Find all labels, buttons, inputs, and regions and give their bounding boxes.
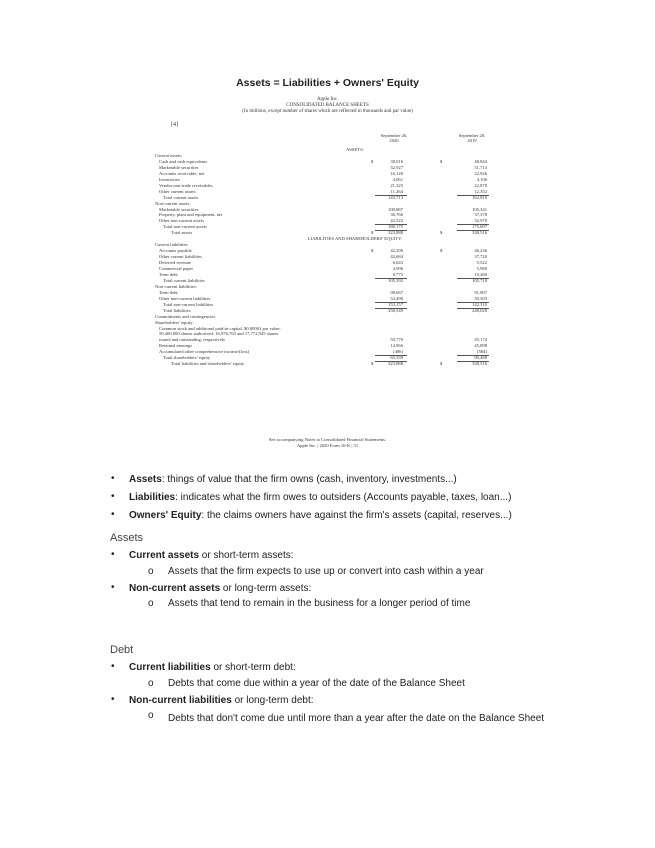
value-2020: 323,888 (388, 230, 403, 236)
value-2020: 323,888 (388, 361, 403, 367)
total-rule (457, 224, 489, 225)
row-label: Other current liabilities (159, 254, 202, 260)
statement-footnote (155, 437, 500, 449)
value-2019: (584) (477, 349, 487, 355)
row-label: Other non-current assets (159, 218, 204, 224)
row-label: Other current assets (159, 188, 196, 194)
row-label: Retained earnings (159, 343, 193, 349)
item-term: Non-current assets (129, 583, 221, 594)
value-2020: (406) (393, 349, 403, 355)
bullet-dot: • (111, 509, 115, 520)
value-2019: 4,106 (476, 176, 487, 182)
row-label: Total liabilities (163, 307, 191, 313)
value-2020: 4,061 (392, 176, 403, 182)
col2-date: September 28, (458, 133, 486, 138)
row-label: ASSETS: (346, 147, 364, 152)
def-text: : indicates what the firm owes to outsiders (Accounts payable, taxes, loan...) (175, 492, 512, 503)
col1-year: 2020 (389, 138, 399, 143)
value-2019: 5,522 (476, 260, 487, 266)
row-label: Total non-current assets (163, 224, 207, 230)
row-label: Commitments and contingencies (155, 313, 216, 319)
currency-symbol: $ (440, 158, 443, 164)
value-2019: 51,713 (474, 164, 487, 170)
value-2020: 180,175 (388, 224, 403, 230)
def-text: : the claims owners have against the firm's assets (capital, reserves...) (201, 510, 512, 521)
row-label: Non-current liabilities: (155, 283, 197, 289)
value-2019: 22,878 (474, 182, 487, 188)
total-rule (457, 355, 489, 356)
currency-symbol: $ (440, 361, 443, 367)
bullet-dot: • (111, 473, 115, 484)
value-2019: 45,174 (474, 337, 487, 343)
value-2020: 4,996 (392, 266, 403, 271)
row-label: LIABILITIES AND SHAREHOLDERS' EQUITY: (307, 236, 403, 242)
column-header-2020 (377, 133, 411, 143)
row-label: Current liabilities: (155, 242, 189, 248)
row-label: Accumulated other comprehensive income/(loss) (159, 349, 250, 355)
bullet-dot: • (111, 491, 115, 502)
total-rule (457, 361, 489, 362)
row-label: Vendor non-trade receivables (159, 182, 213, 188)
value-2020: 38,016 (390, 158, 403, 164)
row-label: issued and outstanding, respectively (159, 337, 226, 343)
value-2020: 14,966 (390, 343, 403, 349)
total-rule (457, 278, 489, 279)
footnote-text: See accompanying Notes to Consolidated Financial Statements. (268, 437, 387, 442)
def-term: Liabilities (129, 492, 176, 503)
value-2020: 105,392 (388, 277, 403, 283)
def-term: Owners' Equity (129, 510, 202, 521)
row-label: Total current assets (163, 194, 199, 200)
assets-heading: Assets (110, 532, 144, 544)
value-2020: 42,296 (390, 248, 403, 254)
row-label: Term debt (159, 271, 178, 277)
current-assets-desc: Assets that the firm expects to use up or convert into cash within a year (168, 566, 484, 577)
balance-row (155, 361, 500, 367)
row-label: Common stock and additional paid-in capital, $0.00001 par value: (159, 325, 281, 331)
value-2019: 175,697 (472, 224, 487, 230)
row-label: Inventories (159, 176, 180, 182)
sub-bullet: o (148, 678, 154, 689)
row-label: Non-current assets: (155, 200, 191, 206)
value-2019: 50,503 (474, 295, 487, 301)
value-2020: 143,713 (388, 194, 403, 200)
row-label: Other non-current liabilities (159, 295, 211, 301)
value-2020: 50,779 (390, 337, 403, 343)
def-term: Assets (129, 474, 162, 485)
item-term: Non-current liabilities (129, 695, 232, 706)
item-term: Current assets (129, 550, 200, 561)
total-rule (375, 308, 407, 309)
row-label: Property, plant and equipment, net (159, 212, 223, 218)
value-2019: 32,978 (474, 218, 487, 224)
row-label: Total non-current liabilities (163, 301, 214, 307)
item-rest: or short-term debt: (210, 662, 296, 673)
value-2019: 105,341 (472, 206, 487, 212)
current-liabilities-item (129, 662, 296, 673)
row-label: Total assets (171, 230, 193, 236)
currency-symbol: $ (371, 361, 374, 367)
value-2020: 6,643 (392, 260, 403, 266)
value-2019: 12,352 (474, 188, 487, 194)
bullet-dot: • (111, 694, 115, 705)
value-2019: 91,807 (474, 289, 487, 295)
row-label: Accounts payable (159, 248, 192, 254)
current-liabilities-desc: Debts that come due within a year of the date of the Balance Sheet (168, 678, 465, 689)
currency-symbol: $ (371, 230, 374, 236)
value-2019: 338,516 (472, 361, 487, 367)
bullet-dot: • (111, 582, 115, 593)
bullet-dot: • (111, 549, 115, 560)
item-rest: or long-term debt: (231, 695, 314, 706)
row-label: Deferred revenue (159, 260, 192, 266)
item-term: Current liabilities (129, 662, 211, 673)
value-2020: 153,157 (388, 301, 403, 307)
row-label: Total current liabilities (163, 277, 205, 283)
debt-heading: Debt (110, 644, 134, 656)
value-2019: 162,819 (472, 194, 487, 200)
value-2019: 45,898 (474, 343, 487, 349)
value-2020: 21,325 (390, 182, 403, 188)
col2-year: 2019 (467, 138, 477, 143)
value-2019: 5,980 (476, 266, 487, 271)
row-label: Commercial paper (159, 266, 194, 271)
balance-sheet-image (155, 97, 500, 448)
total-rule (375, 195, 407, 196)
value-2020: 65,339 (390, 355, 403, 361)
bullet-dot: • (111, 661, 115, 672)
current-assets-item (129, 550, 294, 561)
non-current-liabilities-item (129, 695, 314, 706)
value-2020: 100,887 (388, 206, 403, 212)
statement-name: CONSOLIDATED BALANCE SHEETS (286, 103, 369, 108)
def-owners-equity (129, 510, 512, 521)
page-title: Assets = Liabilities + Owners' Equity (236, 77, 419, 89)
item-rest: or short-term assets: (199, 550, 294, 561)
non-current-liabilities-desc: Debts that don't come due until more than a year after the date on the Balance Sheet (168, 713, 545, 724)
col1-date: September 26, (380, 133, 408, 138)
value-2019: 10,260 (474, 271, 487, 277)
value-2020: 36,766 (390, 212, 403, 218)
row-label: Marketable securities (159, 164, 199, 170)
total-rule (457, 195, 489, 196)
currency-symbol: $ (371, 248, 374, 254)
column-header-2019 (455, 133, 489, 143)
row-label: Accounts receivable, net (159, 170, 205, 176)
currency-symbol: $ (440, 248, 443, 254)
value-2019: 142,310 (472, 301, 487, 307)
value-2020: 42,684 (390, 254, 403, 260)
sub-bullet: o (148, 710, 154, 721)
value-2019: 90,488 (474, 355, 487, 361)
item-rest: or long-term assets: (220, 583, 312, 594)
def-liabilities (129, 492, 511, 503)
value-2020: 52,927 (390, 164, 403, 170)
value-2020: 98,667 (390, 289, 403, 295)
total-rule (457, 308, 489, 309)
sub-bullet: o (148, 598, 154, 609)
total-rule (375, 302, 407, 303)
def-assets (129, 474, 457, 485)
row-label: Shareholders' equity: (155, 319, 194, 325)
value-2019: 46,236 (474, 248, 487, 254)
value-2019: 105,718 (472, 277, 487, 283)
total-rule (457, 230, 489, 231)
def-text: : things of value that the firm owns (cash, inventory, investments...) (161, 474, 457, 485)
row-label: Cash and cash equivalents (159, 158, 208, 164)
row-label: Marketable securities (159, 206, 199, 212)
margin-mark: [4] (171, 122, 178, 128)
total-rule (375, 278, 407, 279)
total-rule (375, 224, 407, 225)
sub-bullet: o (148, 566, 154, 577)
currency-symbol: $ (440, 230, 443, 236)
value-2019: 37,720 (474, 254, 487, 260)
non-current-assets-desc: Assets that tend to remain in the business for a longer period of time (168, 598, 471, 609)
value-2020: 11,264 (390, 188, 403, 194)
value-2019: 248,028 (472, 307, 487, 313)
value-2020: 42,522 (390, 218, 403, 224)
statement-units: (In millions, except number of shares which are reflected in thousands and par value) (242, 109, 413, 114)
source-text: Apple Inc. | 2020 Form 10-K | 31 (296, 443, 359, 448)
row-label: Total shareholders' equity (163, 355, 211, 361)
total-rule (375, 230, 407, 231)
total-rule (375, 361, 407, 362)
row-label: Current assets: (155, 152, 183, 158)
value-2019: 48,844 (474, 158, 487, 164)
row-label: Total liabilities and shareholders' equity (171, 361, 245, 367)
total-rule (457, 302, 489, 303)
total-rule (375, 355, 407, 356)
value-2020: 54,490 (390, 295, 403, 301)
row-label: 50,400,000 shares authorized; 16,976,763 and 17,772,945 shares (159, 331, 279, 337)
currency-symbol: $ (371, 158, 374, 164)
value-2020: 16,120 (390, 170, 403, 176)
statement-company: Apple Inc. (316, 97, 339, 102)
row-label: Term debt (159, 289, 178, 295)
value-2019: 22,926 (474, 170, 487, 176)
value-2020: 8,773 (392, 271, 403, 277)
value-2019: 338,516 (472, 230, 487, 236)
non-current-assets-item (129, 583, 311, 594)
value-2019: 37,378 (474, 212, 487, 218)
value-2020: 258,549 (388, 307, 403, 313)
